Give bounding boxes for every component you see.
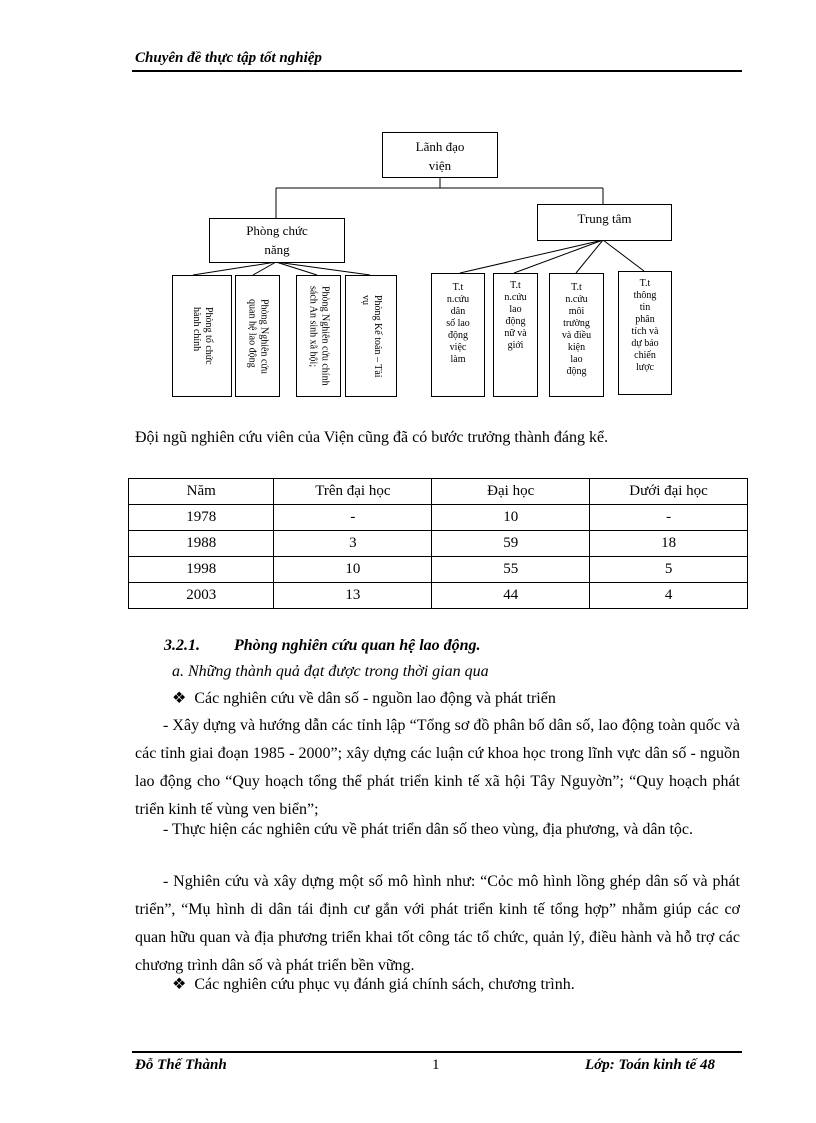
org-center-moi-truong-line-8: động	[566, 366, 587, 377]
table-cell: 55	[432, 557, 590, 583]
table-cell: 1998	[129, 557, 274, 583]
org-right-group-label: Trung tâm	[577, 211, 632, 226]
org-center-moi-truong-line-2: n.cứu	[565, 294, 588, 305]
org-center-thong-tin-line-7: chiến	[634, 350, 656, 361]
bullet-item	[172, 974, 575, 994]
org-left-group-box	[209, 218, 345, 263]
org-unit-an-sinh-xa-hoi-line-2: sách An sinh xã hội;	[307, 286, 319, 368]
table-row	[129, 583, 748, 609]
intro-text: Đội ngũ nghiên cứu viên của Viện cũng đã có bước trưởng thành đáng kể.	[135, 429, 609, 446]
org-center-lao-dong-nu	[493, 273, 538, 397]
org-center-thong-tin-line-2: thông	[633, 290, 657, 301]
table-cell: 2003	[129, 583, 274, 609]
table-cell: 10	[274, 557, 432, 583]
org-unit-hanh-chinh	[172, 275, 232, 397]
org-center-lao-dong-nu-line-2: n.cứu	[504, 292, 527, 303]
org-center-thong-tin-line-5: tích và	[631, 326, 659, 337]
org-center-dan-so-line-7: làm	[450, 354, 466, 365]
table-row	[129, 505, 748, 531]
org-root-line-2: viện	[428, 158, 452, 173]
subsection-heading: a. Những thành quả đạt được trong thời gian qua	[172, 663, 489, 680]
org-unit-quan-he-lao-dong	[235, 275, 280, 397]
section-number: 3.2.1.	[164, 637, 200, 654]
org-center-thong-tin-line-4: phân	[635, 314, 655, 325]
org-center-dan-so-line-4: số lao	[446, 318, 470, 329]
org-root-line-1: Lãnh đạo	[415, 139, 465, 154]
bullet-text: Các nghiên cứu phục vụ đánh giá chính sách, chương trình.	[194, 976, 575, 993]
org-unit-quan-he-lao-dong-line-2: quan hệ lao động	[246, 298, 258, 368]
org-chart-connectors	[0, 0, 816, 420]
section-title: Phòng nghiên cứu quan hệ lao động.	[234, 637, 481, 654]
org-center-lao-dong-nu-line-4: động	[505, 316, 526, 327]
bullet-diamond-icon: ❖	[172, 690, 187, 707]
org-center-moi-truong	[549, 273, 604, 397]
org-center-moi-truong-line-6: kiện	[567, 342, 586, 353]
org-center-dan-so	[431, 273, 485, 397]
bullet-item	[172, 688, 556, 708]
page-number: 1	[432, 1057, 440, 1073]
org-unit-ke-toan	[345, 275, 397, 397]
org-unit-an-sinh-xa-hoi-line-1: Phòng Nghiên cứu chính	[319, 286, 331, 386]
org-center-moi-truong-line-7: lao	[570, 354, 583, 365]
table-row	[129, 557, 748, 583]
org-center-moi-truong-line-4: trường	[563, 318, 590, 329]
org-center-lao-dong-nu-line-5: nữ và	[504, 328, 527, 339]
table-cell: 4	[590, 583, 748, 609]
org-center-lao-dong-nu-line-1: T.t	[510, 280, 521, 291]
org-center-dan-so-line-3: dân	[450, 306, 466, 317]
table-row	[129, 531, 748, 557]
org-unit-hanh-chinh-line-1: Phòng tổ chức	[203, 307, 214, 365]
org-center-thong-tin-line-3: tin	[639, 302, 651, 313]
paragraph: - Nghiên cứu và xây dựng một số mô hình như: “Cỏc mô hình lồng ghép dân số và phát triển”, “Mụ hình di dân tái định cư gắn với phát triển kinh tế tổng hợp” nhằm giúp các cơ quan hữu quan và địa phương triển khai tốt công tác tổ chức, quản lý, điều hành và hỗ trợ các chương trình dân số và phát triển bền vững.	[135, 873, 740, 974]
table-header-cell: Đại học	[432, 479, 590, 505]
org-unit-an-sinh-xa-hoi	[296, 275, 341, 397]
table-header-cell: Trên đại học	[274, 479, 432, 505]
org-center-thong-tin-line-6: dự báo	[631, 338, 659, 349]
table-cell: 5	[590, 557, 748, 583]
table-cell: 1978	[129, 505, 274, 531]
org-center-lao-dong-nu-line-6: giới	[507, 340, 524, 351]
table-cell: 18	[590, 531, 748, 557]
org-root-box	[382, 132, 498, 178]
org-right-group-box	[537, 204, 672, 241]
table-cell: 3	[274, 531, 432, 557]
org-unit-ke-toan-line-1: Phòng Kế toán – Tài	[372, 294, 383, 378]
table-header-cell: Năm	[129, 479, 274, 505]
header-title: Chuyên đề thực tập tốt nghiệp	[135, 50, 322, 66]
org-center-thong-tin	[618, 271, 672, 395]
table-cell: 1988	[129, 531, 274, 557]
bullet-text: Các nghiên cứu về dân số - nguồn lao động và phát triển	[194, 690, 556, 707]
table-cell: 10	[432, 505, 590, 531]
org-unit-hanh-chinh-line-2: hành chính	[191, 307, 202, 352]
footer-class: Lớp: Toán kinh tế 48	[585, 1057, 716, 1073]
org-center-dan-so-line-2: n.cứu	[446, 294, 470, 305]
org-center-thong-tin-line-8: lược	[636, 362, 654, 373]
org-center-dan-so-line-5: động	[448, 330, 468, 341]
paragraph: - Xây dựng và hướng dẫn các tỉnh lập “Tổng sơ đồ phân bố dân số, lao động toàn quốc và các tỉnh giai đoạn 1985 - 2000”; xây dựng các luận cứ khoa học trong lĩnh vực dân số - nguồn lao động cho “Quy hoạch tổng thể phát triển kinh tế xã hội Tây Nguyờn”; “Quy hoạch phát triển kinh tế vùng ven biển”;	[135, 717, 740, 818]
table-header-cell: Dưới đại học	[590, 479, 748, 505]
table-header-row	[129, 479, 748, 505]
footer-rule	[132, 1051, 742, 1053]
org-center-lao-dong-nu-line-3: lao	[509, 304, 522, 315]
table-cell: 59	[432, 531, 590, 557]
footer-author: Đỗ Thế Thành	[135, 1057, 227, 1073]
table-cell: 44	[432, 583, 590, 609]
org-left-group-line-1: Phòng chức	[246, 223, 308, 238]
org-center-moi-truong-line-3: môi	[568, 306, 585, 317]
org-center-dan-so-line-1: T.t	[452, 282, 464, 293]
org-left-group-line-2: năng	[264, 242, 290, 257]
org-center-thong-tin-line-1: T.t	[639, 278, 651, 289]
staff-table	[128, 478, 748, 609]
org-center-dan-so-line-6: việc	[449, 342, 467, 353]
table-cell: 13	[274, 583, 432, 609]
table-cell: -	[274, 505, 432, 531]
org-unit-quan-he-lao-dong-line-1: Phòng Nghiên cứu	[258, 298, 270, 374]
table-cell: -	[590, 505, 748, 531]
bullet-diamond-icon: ❖	[172, 976, 187, 993]
org-center-moi-truong-line-1: T.t	[571, 282, 582, 293]
org-center-moi-truong-line-5: và điều	[561, 330, 592, 341]
paragraph: - Thực hiện các nghiên cứu về phát triển dân số theo vùng, địa phương, và dân tộc.	[163, 821, 694, 838]
org-unit-ke-toan-line-2: vụ	[360, 294, 371, 305]
